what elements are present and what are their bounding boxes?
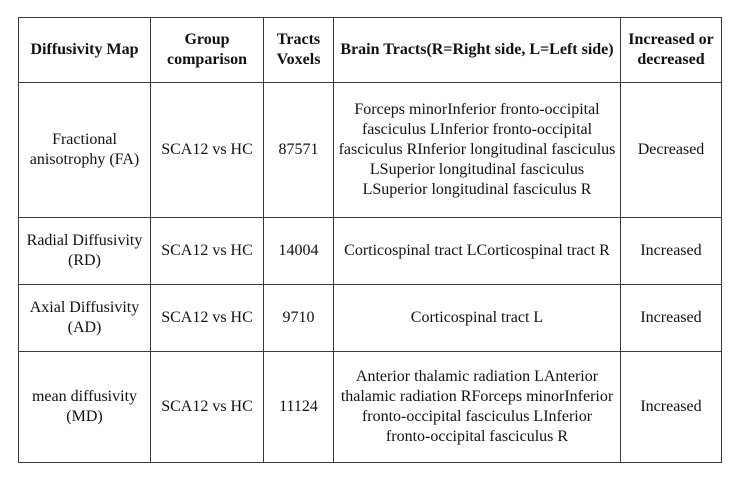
cell-voxels: 9710 — [264, 285, 334, 352]
table-body — [19, 83, 722, 463]
cell-direction: Increased — [621, 285, 722, 352]
header-brain-tracts: Brain Tracts(R=Right side, L=Left side) — [334, 18, 621, 83]
cell-tracts: Forceps minorInferior fronto-occipital fasciculus LInferior fronto-occipital fasciculus RInferior longitudinal fasciculus LSuperior longitudinal fasciculus LSuperior longitudinal fasciculus R — [334, 83, 621, 218]
cell-voxels: 11124 — [264, 352, 334, 463]
header-group-comparison: Group comparison — [151, 18, 264, 83]
table-row — [19, 352, 722, 463]
cell-tracts: Corticospinal tract LCorticospinal tract R — [334, 218, 621, 285]
cell-tracts: Corticospinal tract L — [334, 285, 621, 352]
cell-direction: Increased — [621, 218, 722, 285]
cell-map: Axial Diffusivity (AD) — [19, 285, 151, 352]
cell-direction: Decreased — [621, 83, 722, 218]
table-row — [19, 218, 722, 285]
table-row — [19, 285, 722, 352]
table-header — [19, 18, 722, 83]
diffusivity-table — [18, 17, 722, 463]
cell-voxels: 87571 — [264, 83, 334, 218]
cell-map: Radial Diffusivity (RD) — [19, 218, 151, 285]
cell-group: SCA12 vs HC — [151, 83, 264, 218]
cell-map: mean diffusivity (MD) — [19, 352, 151, 463]
cell-tracts: Anterior thalamic radiation LAnterior thalamic radiation RForceps minorInferior fronto-occipital fasciculus LInferior fronto-occipital fasciculus R — [334, 352, 621, 463]
cell-group: SCA12 vs HC — [151, 285, 264, 352]
header-row — [19, 18, 722, 83]
header-direction: Increased or decreased — [621, 18, 722, 83]
header-diffusivity-map: Diffusivity Map — [19, 18, 151, 83]
cell-map: Fractional anisotrophy (FA) — [19, 83, 151, 218]
header-tracts-voxels: Tracts Voxels — [264, 18, 334, 83]
table-row — [19, 83, 722, 218]
cell-direction: Increased — [621, 352, 722, 463]
cell-group: SCA12 vs HC — [151, 218, 264, 285]
cell-group: SCA12 vs HC — [151, 352, 264, 463]
cell-voxels: 14004 — [264, 218, 334, 285]
